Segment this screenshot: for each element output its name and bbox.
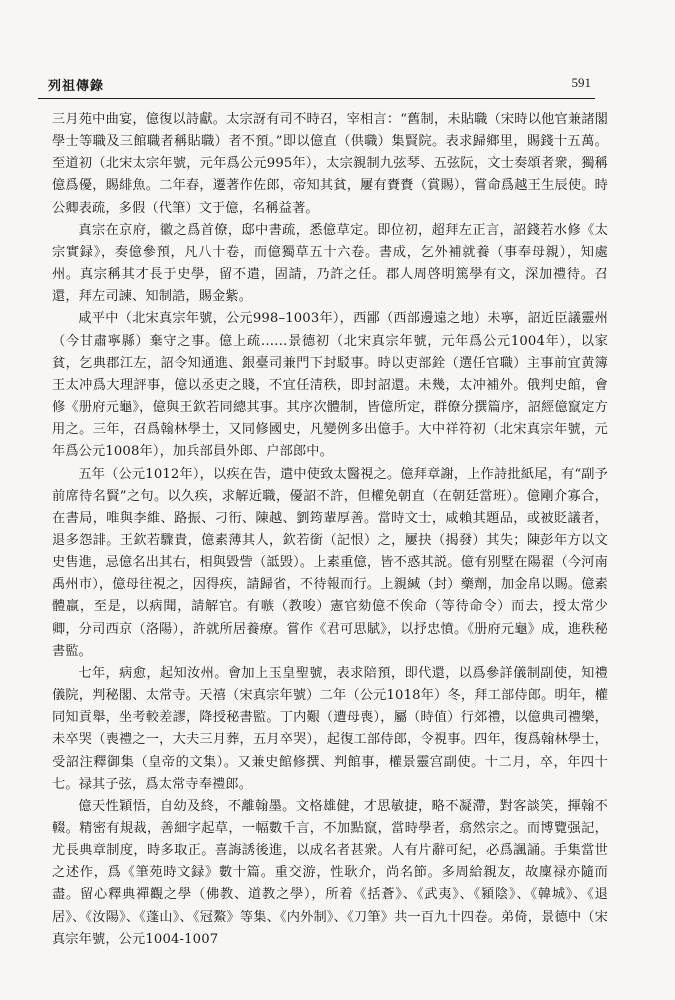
paragraph: 三月苑中曲宴，億復以詩獻。太宗訝有司不時召，宰相言：“舊制，未貼職（宋時以他官兼諸閣學士等職及三館職者稱貼職）者不預。”即以億直（供職）集賢院。表求歸鄉里，賜錢十五萬。至道初（北宋太宗年號，元年爲公元995年），太宗親制九弦琴、五弦阮，文士奏頌者衆，獨稱億爲優，賜緋魚。二年春，遷著作佐郎，帝知其貧，屢有賚賚（賞賜），嘗命爲越王生辰使。時公卿表疏，多假（代筆）文于億，名稱益著。 (52, 112, 608, 216)
paragraph: 真宗在京府，徽之爲首僚，邸中書疏，悉億草定。即位初，超拜左正言，詔錢若水修《太宗實録》，奏億參預，凡八十卷，而億獨草五十六卷。書成，乞外補就養（事奉母親），知處州。真宗稱其才長于史學，留不遣，固請，乃許之任。郡人周啓明篤學有文，深加禮待。召還，拜左司諫、知制誥，賜金紫。 (52, 222, 608, 305)
paragraph: 七年，病愈，起知汝州。會加上玉皇聖號，表求陪預，即代還，以爲參詳儀制副使，知禮儀院，判秘閣、太常寺。天禧（宋真宗年號）二年（公元1018年）冬，拜工部侍郎。明年，權同知貢舉，坐考較差謬，降授秘書監。丁内艱（遭母喪），屬（時值）行郊禮，以億典司禮樂，未卒哭（喪禮之一，大夫三月葬，五月卒哭），起復工部侍郎，令視事。四年，復爲翰林學士，受詔注釋御集（皇帝的文集）。又兼史館修撰、判館事，權景靈宫副使。十二月，卒，年四十七。禄其子弦，爲太常寺奉禮郎。 (52, 665, 608, 792)
page-header (38, 72, 595, 99)
paragraph: 億天性穎悟，自幼及終，不離翰墨。文格雄健，才思敏捷，略不凝滯，對客談笑，揮翰不輟。精密有規裁，善細字起草，一幅數千言，不加點竄，當時學者，翕然宗之。而博覽强記，尤長典章制度，時多取正。喜誨誘後進，以成名者甚衆。人有片辭可紀，必爲諷誦。手集當世之述作，爲《筆苑時文録》數十篇。重交游，性耿介，尚名節。多周給親友，故廩禄亦隨而盡。留心釋典禪觀之學（佛教、道教之學），所着《括蒼》、《武夷》、《潁陰》、《韓城》、《退居》、《汝陽》、《蓬山》、《冠鰲》等集、《内外制》、《刀筆》共一百九十四卷。弟倚，景德中（宋真宗年號，公元1004-1007 (52, 798, 608, 947)
page-number: 591 (571, 75, 591, 90)
running-title: 列祖傳錄 (48, 79, 105, 94)
paragraph: 咸平中（北宋真宗年號，公元998–1003年），西鄙（西部邊遠之地）未寧，詔近臣議靈州（今甘肅寧縣）棄守之事。億上疏……景德初（北宋真宗年號，元年爲公元1004年），以家貧，乞典郡江左，詔令知通進、銀臺司兼門下封駁事。時以吏部銓（選任官職）主事前宜黄簿王太冲爲大理評事，億以丞吏之賤，不宜任清秩，即封詔還。未幾，太冲補外。俄判史館，會修《册府元龜》，億與王欽若同總其事。其序次體制，皆億所定，群僚分撰篇序，詔經億竄定方用之。三年，召爲翰林學士，又同修國史，凡變例多出億手。大中祥符初（北宋真宗年號，元年爲公元1008年），加兵部員外郎、户部郎中。 (52, 311, 608, 460)
paragraph: 五年（公元1012年），以疾在告，遣中使致太醫視之。億拜章謝，上作詩批紙尾，有“副予前席待名賢”之句。以久疾，求解近職，優詔不許，但權免朝直（在朝廷當班）。億剛介寡合，在書局，唯與李維、路振、刁衎、陳越、劉筠輩厚善。當時文士，咸賴其題品，或被貶議者，退多怨誹。王欽若驟貴，億素薄其人，欽若銜（記恨）之，屢抉（揭發）其失；陳彭年方以文史售進，忌億名出其右，相與毀訾（詆毁）。上素重億，皆不惑其説。億有别墅在陽翟（今河南禹州市），億母往視之，因得疾，請歸省，不待報而行。上親緘（封）藥劑，加金帛以賜。億素體羸，至是，以病聞，請解官。有嗾（教唆）憲官劾億不俟命（等待命令）而去，授太常少卿，分司西京（洛陽），許就所居養療。嘗作《君可思賦》，以抒忠憤。《册府元龜》成，進秩秘書監。 (52, 466, 608, 659)
body-text (52, 109, 608, 989)
